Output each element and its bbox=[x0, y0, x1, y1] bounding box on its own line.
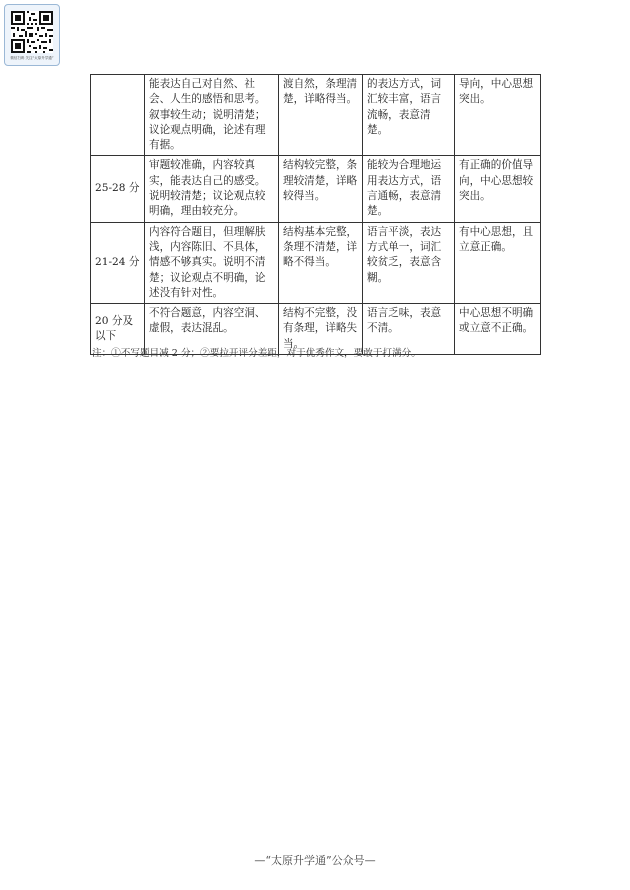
table-row bbox=[91, 156, 541, 222]
score-cell: 20 分及以下 bbox=[91, 304, 145, 355]
page-footer: —“太原升学通”公众号— bbox=[254, 854, 376, 867]
structure-cell: 结构较完整，条理较清楚，详略较得当。 bbox=[279, 156, 363, 222]
table-row bbox=[91, 222, 541, 303]
table-row bbox=[91, 75, 541, 156]
grading-note: 注：①不写题目减 2 分；②要拉开评分差距，对于优秀作文，要敢于打满分。 bbox=[92, 348, 421, 359]
qr-caption: 微信扫码 关注“太原升学通” bbox=[10, 56, 54, 60]
theme-cell: 中心思想不明确或立意不正确。 bbox=[455, 304, 541, 355]
content-cell: 审题较准确，内容较真实，能表达自己的感受。说明较清楚；议论观点较明确，理由较充分。 bbox=[145, 156, 279, 222]
language-cell: 能较为合理地运用表达方式，语言通畅，表意清楚。 bbox=[363, 156, 455, 222]
content-cell: 内容符合题目，但理解肤浅，内容陈旧、不具体，情感不够真实。说明不清楚；议论观点不明确，论述没有针对性。 bbox=[145, 222, 279, 303]
content-cell: 不符合题意，内容空洞、虚假，表达混乱。 bbox=[145, 304, 279, 355]
theme-cell: 有正确的价值导向，中心思想较突出。 bbox=[455, 156, 541, 222]
scoring-rubric-table bbox=[90, 74, 541, 355]
score-cell: 25-28 分 bbox=[91, 156, 145, 222]
language-cell: 的表达方式，词汇较丰富，语言流畅，表意清楚。 bbox=[363, 75, 455, 156]
language-cell: 语言乏味，表意不清。 bbox=[363, 304, 455, 355]
theme-cell: 导向，中心思想突出。 bbox=[455, 75, 541, 156]
structure-cell: 结构基本完整，条理不清楚，详略不得当。 bbox=[279, 222, 363, 303]
structure-cell: 结构不完整，没有条理，详略失当。 bbox=[279, 304, 363, 355]
content-cell: 能表达自己对自然、社会、人生的感悟和思考。叙事较生动；说明清楚；议论观点明确，论述有理有据。 bbox=[145, 75, 279, 156]
structure-cell: 渡自然，条理清楚，详略得当。 bbox=[279, 75, 363, 156]
theme-cell: 有中心思想，且立意正确。 bbox=[455, 222, 541, 303]
qr-code-icon bbox=[11, 11, 53, 53]
qr-code-badge bbox=[4, 4, 60, 66]
score-cell: 21-24 分 bbox=[91, 222, 145, 303]
score-cell bbox=[91, 75, 145, 156]
language-cell: 语言平淡，表达方式单一，词汇较贫乏，表意含糊。 bbox=[363, 222, 455, 303]
